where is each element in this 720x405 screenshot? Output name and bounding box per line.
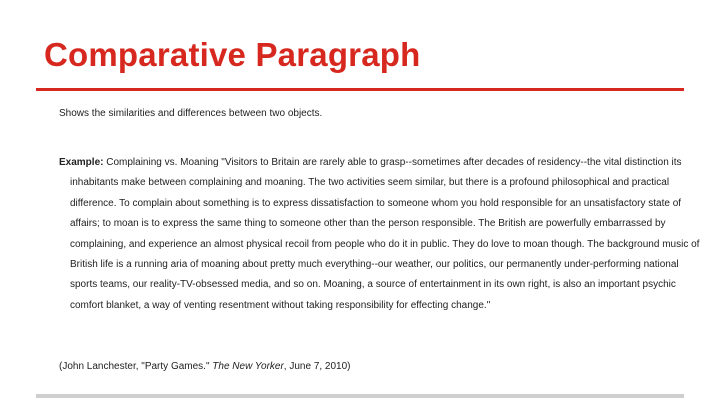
- example-text: Complaining vs. Moaning "Visitors to Britain are rarely able to grasp--sometimes after decades of residency--the vital distinction its inhabitants make between complaining and moaning. The two activities seem similar, but there is a profound philosophical and practical difference. To complain about something is to express dissatisfaction to someone whom you hold responsible for an unsatisfactory state of affairs; to moan is to express the same thing to someone other than the person responsible. The British are powerfully embarrassed by complaining, and experience an almost physical recoil from people who do it in public. They do love to moan though. The background music of British life is a running aria of moaning about pretty much everything--our weather, our politics, our permanently under-performing national sports teams, our reality-TV-obsessed media, and so on. Moaning, a source of entertainment in its own right, is also an important psychic comfort blanket, a way of venting resentment without taking responsibility for effecting change.": [70, 157, 700, 311]
- example-paragraph: [59, 153, 702, 316]
- intro-text: Shows the similarities and differences between two objects.: [59, 108, 323, 119]
- slide-title: Comparative Paragraph: [44, 36, 421, 73]
- citation-suffix: , June 7, 2010): [283, 361, 351, 372]
- title-underline: [36, 88, 684, 91]
- citation: [59, 360, 351, 374]
- citation-prefix: (John Lanchester, "Party Games.": [59, 361, 213, 372]
- bottom-divider: [36, 394, 684, 398]
- citation-journal: The New Yorker: [212, 361, 284, 372]
- example-label: Example:: [59, 157, 104, 168]
